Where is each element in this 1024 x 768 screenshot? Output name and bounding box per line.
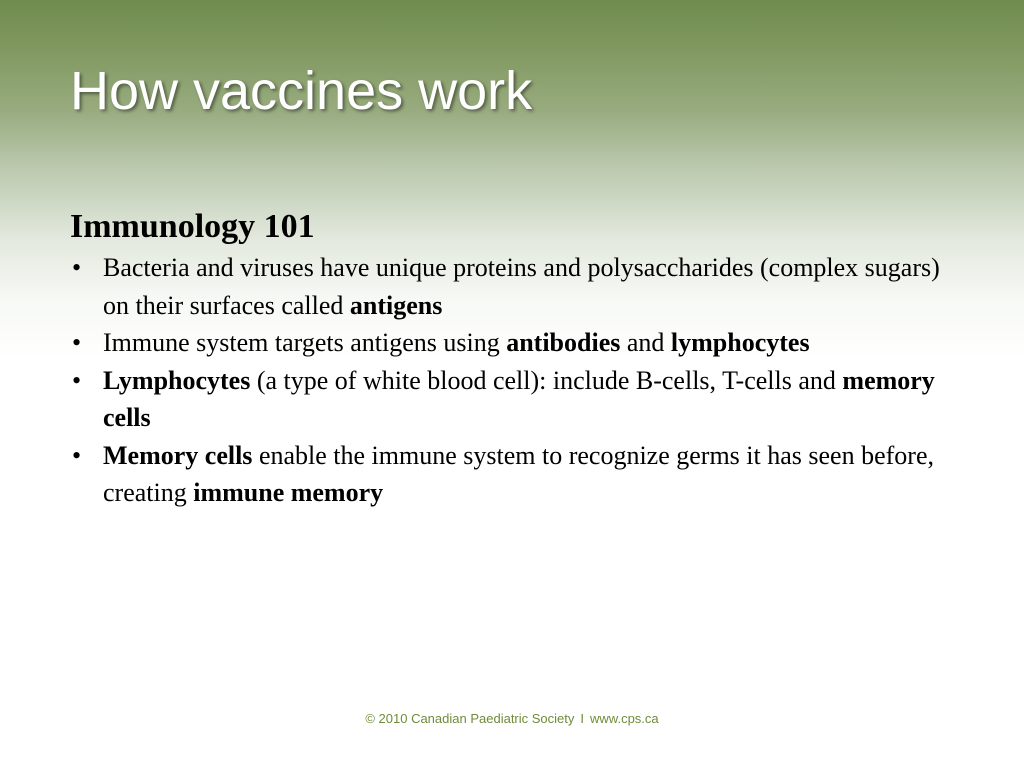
bullet-text: Bacteria and viruses have unique proteins and polysaccharides (complex sugars) on their surfaces called	[103, 253, 940, 320]
bullet-bold-term: antibodies	[506, 328, 621, 358]
section-heading: Immunology 101	[70, 208, 315, 245]
bullet-bold-term: memory cells	[103, 365, 935, 433]
bullet-item-antigens	[70, 249, 970, 324]
bullet-bold-term: Lymphocytes	[103, 365, 251, 395]
bullet-bold-term: antigens	[349, 290, 443, 320]
bullet-icon: •	[72, 365, 82, 395]
bullet-item-immune-targets	[70, 324, 970, 362]
bullet-icon: •	[72, 328, 82, 358]
bullet-text: (a type of white blood cell): include B-cells, T-cells and	[250, 365, 843, 395]
bullet-bold-term: lymphocytes	[670, 328, 810, 358]
bullet-bold-term: Memory cells	[103, 440, 253, 470]
bullet-text: enable the immune system to recognize germs it has seen before, creating	[103, 440, 934, 508]
footer-website-link[interactable]: www.cps.ca	[590, 711, 659, 726]
slide-content	[70, 208, 970, 512]
bullet-text: Immune system targets antigens using	[103, 328, 507, 358]
bullet-icon: •	[72, 440, 82, 470]
bullet-text: and	[620, 328, 671, 358]
bullet-icon: •	[72, 253, 82, 283]
bullet-bold-term: immune memory	[193, 478, 384, 508]
footer-copyright: © 2010 Canadian Paediatric Society	[365, 711, 575, 726]
footer-separator: I	[580, 711, 585, 726]
bullet-item-memory-cells	[70, 437, 970, 512]
footer	[0, 711, 1024, 726]
slide-title: How vaccines work	[70, 61, 533, 121]
bullet-item-lymphocytes	[70, 362, 970, 437]
bullet-list	[70, 249, 970, 512]
